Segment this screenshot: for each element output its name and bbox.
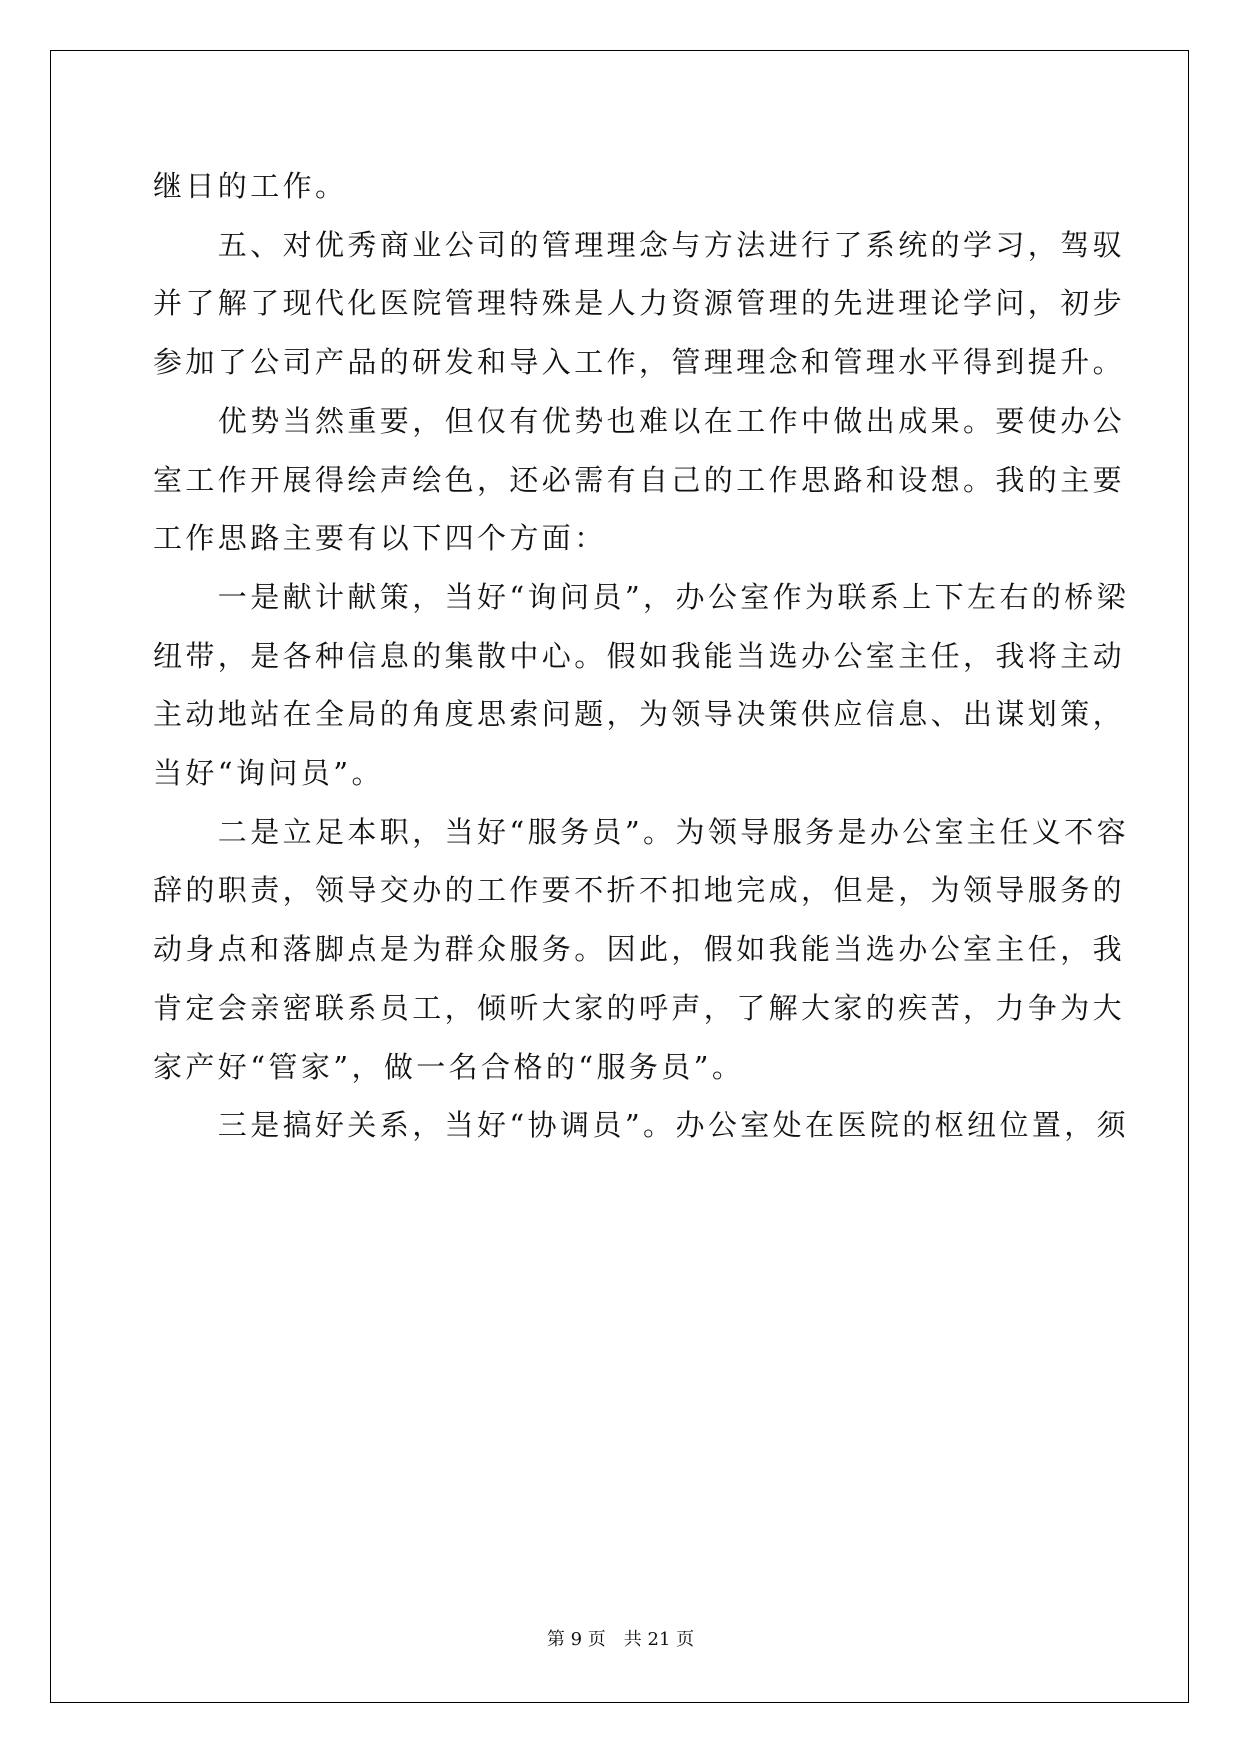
text-line: 三是搞好关系，当好“协调员”。办公室处在医院的枢纽位置，须 — [153, 1108, 1130, 1143]
paragraph — [153, 157, 1083, 216]
paragraph — [153, 568, 1130, 803]
text-line: 参加了公司产品的研发和导入工作，管理理念和管理水平得到提升。 — [153, 345, 1126, 380]
text-line: 当好“询问员”。 — [153, 756, 384, 791]
text-line: 并了解了现代化医院管理特殊是人力资源管理的先进理论学问，初步 — [153, 286, 1126, 321]
text-line: 室工作开展得绘声绘色，还必需有自己的工作思路和设想。我的主要 — [153, 462, 1126, 497]
paragraph — [153, 216, 1126, 392]
document-body — [153, 157, 1130, 1155]
text-line: 主动地站在全局的角度思索问题，为领导决策供应信息、出谋划策， — [153, 697, 1126, 732]
text-line: 家产好“管家”，做一名合格的“服务员”。 — [153, 1049, 745, 1084]
text-line: 一是献计献策，当好“询问员”，办公室作为联系上下左右的桥梁 — [153, 579, 1130, 614]
text-line: 优势当然重要，但仅有优势也难以在工作中做出成果。要使办公 — [153, 403, 1126, 438]
text-line: 纽带，是各种信息的集散中心。假如我能当选办公室主任，我将主动 — [153, 638, 1126, 673]
text-line: 继日的工作。 — [153, 169, 348, 203]
text-line: 五、对优秀商业公司的管理理念与方法进行了系统的学习，驾驭 — [153, 227, 1126, 262]
text-line: 辞的职责，领导交办的工作要不折不扣地完成，但是，为领导服务的 — [153, 873, 1126, 908]
page-footer: 第 9 页 共 21 页 — [546, 1629, 695, 1650]
text-line: 肯定会亲密联系员工，倾听大家的呼声，了解大家的疾苦，力争为大 — [153, 990, 1126, 1025]
text-line: 工作思路主要有以下四个方面： — [153, 521, 607, 556]
paragraph — [153, 392, 1126, 568]
paragraph — [153, 803, 1130, 1097]
text-line: 动身点和落脚点是为群众服务。因此，假如我能当选办公室主任，我 — [153, 932, 1126, 967]
text-line: 二是立足本职，当好“服务员”。为领导服务是办公室主任义不容 — [153, 814, 1130, 849]
paragraph — [153, 1096, 1130, 1155]
